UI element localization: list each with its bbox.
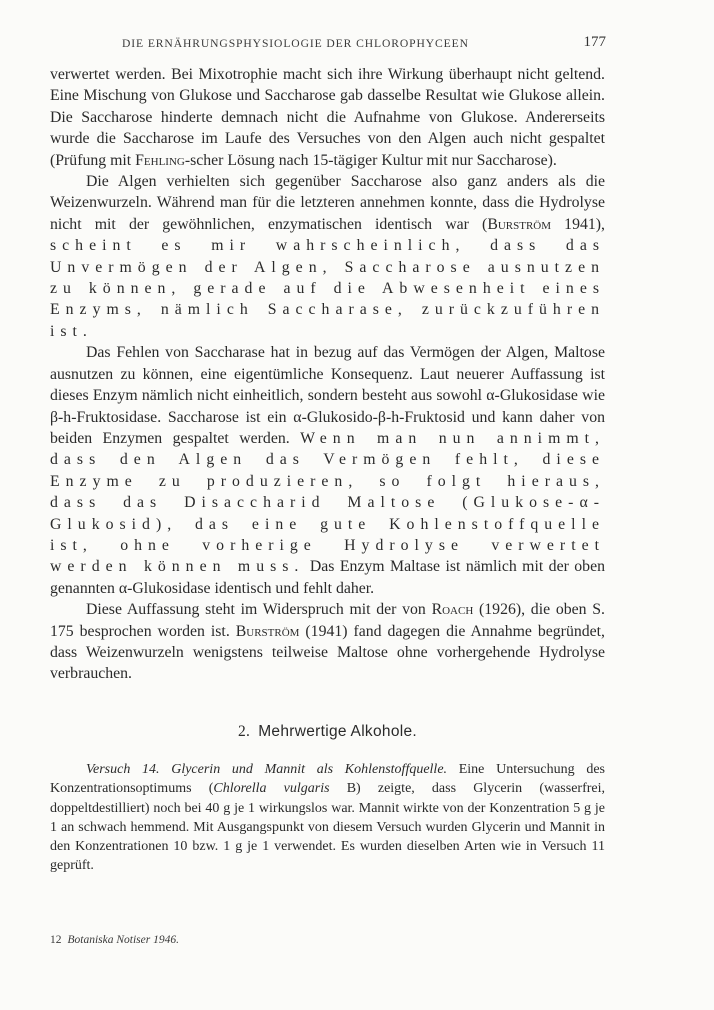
species-name: Chlorella vulgaris xyxy=(213,781,330,797)
text-run: (1926), die oben S. 175 besprochen worden ist. xyxy=(50,601,605,640)
paragraph-1 xyxy=(50,64,605,171)
running-header xyxy=(50,34,616,54)
emphasized-text: scheint es mir wahrscheinlich, dass das Unvermögen der Algen, Saccharose ausnutzen zu können, gerade auf die Abwesenheit eines Enzyms, nämlich Saccharase, zurückzuführen ist. xyxy=(50,237,605,340)
text-run: verwertet werden. Bei Mixotrophie macht sich ihre Wirkung überhaupt nicht geltend. Eine Mischung von Glukose und Saccharose gab dasselbe Resultat wie Glukose allein. Die Saccharose hinderte demnach nicht die Aufnahme von Glukose. Andererseits wurde die Saccharose im Laufe des Versuches von den Algen auch nicht gespaltet (Prüfung mit xyxy=(50,66,605,169)
author-name: Burström xyxy=(487,215,552,233)
text-run: (1941) fand dagegen die Annahme begründet, dass Weizenwurzeln wenigstens teilweise Maltose ohne vorhergehende Hydrolyse verbrauchen. xyxy=(50,622,605,683)
paragraph-4 xyxy=(50,599,605,685)
footer-signature xyxy=(50,934,179,946)
experiment-title: Versuch 14. Glycerin und Mannit als Kohlenstoffquelle. xyxy=(86,762,448,778)
experiment-paragraph xyxy=(50,760,605,875)
text-run: Die Algen verhielten sich gegenüber Saccharose also ganz anders als die Weizenwurzeln. Während man für die letzteren annehmen konnte, dass die Hydrolyse nicht mit der gewöhnlichen, enzymatischen identisch war ( xyxy=(50,173,605,233)
text-run: Diese Auffassung steht im Widerspruch mit der von xyxy=(86,601,432,619)
body-text xyxy=(50,64,605,875)
author-name: Roach xyxy=(431,601,474,619)
text-run: B) zeigte, dass Glycerin (wasserfrei, doppeltdestilliert) noch bei 40 g je 1 wirkungslos war. Mannit wirkte von der Konzentration 5 g je 1 an schwach hemmend. Mit Ausgangspunkt von diesem Versuch wurden Glycerin und Mannit in den Konzentrationen 10 bzw. 1 g je 1 verwendet. Es wurden dieselben Arten wie in Versuch 11 geprüft. xyxy=(50,781,606,874)
text-run: Das Fehlen von Saccharase hat in bezug auf das Vermögen der Algen, Maltose ausnutzen zu können, eine eigentümliche Konsequenz. Laut neuerer Auffassung ist dieses Enzym nämlich nicht einheitlich, sondern besteht aus sowohl α-Glukosidase wie β-h-Fruktosidase. Saccharose ist ein α-Glukosido-β-h-Fruktosid und kann daher von beiden Enzymen gespaltet werden. xyxy=(50,344,605,447)
author-name: Fehling xyxy=(135,151,185,169)
page-number: 177 xyxy=(583,34,606,50)
journal-name: Botaniska Notiser 1946. xyxy=(67,934,179,946)
text-run: Eine Untersuchung des Konzentrationsoptimums ( xyxy=(50,762,605,797)
text-run: -scher Lösung nach 15-tägiger Kultur mit nur Saccharose). xyxy=(184,151,557,169)
small-print-block xyxy=(50,760,605,875)
section-title: Mehrwertige Alkohole. xyxy=(258,722,418,740)
section-heading xyxy=(50,721,605,742)
text-run: 1941), xyxy=(551,215,605,233)
text-run: Das Enzym Maltase ist nämlich mit der oben genannten α-Glukosidase identisch und fehlt daher. xyxy=(50,558,605,597)
section-number: 2. xyxy=(237,722,251,740)
emphasized-text: Wenn man nun annimmt, dass den Algen das Vermögen fehlt, diese Enzyme zu produzieren, so folgt hieraus, dass das Disaccharid Maltose (Glukose-α-Glukosid), das eine gute Kohlenstoffquelle ist, ohne vorherige Hydrolyse verwertet werden können muss. xyxy=(50,429,605,576)
paragraph-3 xyxy=(50,342,605,599)
paragraph-2 xyxy=(50,171,605,342)
sheet-number: 12 xyxy=(50,934,62,946)
author-name: Burström xyxy=(235,622,300,640)
running-title: DIE ERNÄHRUNGSPHYSIOLOGIE DER CHLOROPHYCEEN xyxy=(122,37,469,50)
